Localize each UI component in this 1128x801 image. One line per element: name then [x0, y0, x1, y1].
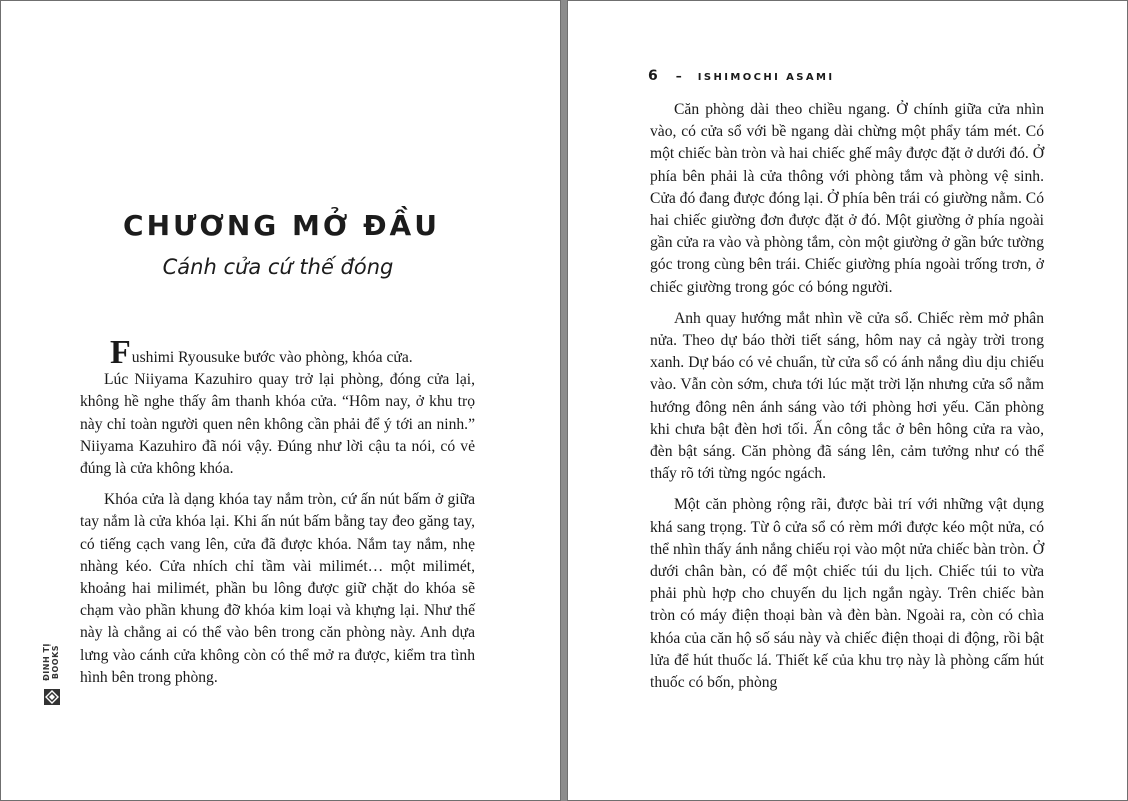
page-number: 6: [648, 68, 660, 84]
chapter-subtitle: Cánh cửa cứ thế đóng: [162, 255, 394, 279]
body-paragraph: Anh quay hướng mắt nhìn về cửa sổ. Chiếc rèm mở phân nửa. Theo dự báo thời tiết sáng, hôm nay cả ngày trời trong xanh. Dự báo có vẻ chuẩn, từ cửa sổ có ánh nắng dìu dịu chiếu vào. Vẫn còn sớm, chưa tới lúc mặt trời lặn nhưng cửa sổ nằm hướng đông nên ánh sáng vào tới phòng hơi yếu. Căn phòng khi chưa bật đèn hơi tối. Ấn công tắc ở bên hông cửa ra vào, đèn bật sáng. Căn phòng đã sáng lên, cảm tưởng như có thể thấy rõ tới từng ngóc ngách.: [650, 309, 1044, 483]
running-head: [648, 68, 834, 84]
left-body-text: [80, 334, 475, 698]
opening-paragraph: [80, 334, 475, 371]
body-paragraph: Lúc Niiyama Kazuhiro quay trở lại phòng, đóng cửa lại, không hề nghe thấy âm thanh khóa cửa. “Hôm nay, ở khu trọ này chỉ toàn người quen nên không cần phải để ý tới an ninh.” Niiyama Kazuhiro đã nói vậy. Đúng như lời cậu ta nói, có vẻ đúng là cửa không khóa.: [80, 371, 475, 478]
chapter-title: CHƯƠNG MỞ ĐẦU: [123, 209, 440, 242]
body-paragraph: Một căn phòng rộng rãi, được bài trí với những vật dụng khá sang trọng. Từ ô cửa sổ có rèm mới được kéo một nửa, có thể nhìn thấy ánh nắng chiếu rọi vào một nửa chiếc bàn tròn. Ở dưới chân bàn, có để một chiếc túi du lịch. Chiếc túi to vừa phải phù hợp cho chuyến du lịch ngắn ngày. Trên chiếc bàn tròn có máy điện thoại bàn và đèn bàn. Ngoài ra, còn có chìa khóa của căn hộ số sáu này và chiếc điện thoại di động, rồi bật lửa để hút thuốc lá. Thiết kế của khu trọ này là phòng cấm hút thuốc có bốn, phòng: [650, 496, 1044, 692]
body-paragraph: Khóa cửa là dạng khóa tay nắm tròn, cứ ấn nút bấm ở giữa tay nắm là cửa khóa lại. Khi ấn nút bấm bằng tay đeo găng tay, có tiếng cạch vang lên, cửa đã được khóa. Nắm tay nắm, nhẹ nhàng kéo. Cửa nhích chỉ tầm vài milimét… một milimét, khoảng hai milimét, phần bu lông được giữ chặt do khóa sẽ chạm vào phần khung đỡ khóa kim loại và khựng lại. Như thế này là chẳng ai có thể vào bên trong căn phòng này. Anh dựa lưng vào cánh cửa không còn có thể mở ra được, kiểm tra tình hình bên trong phòng.: [80, 491, 475, 686]
publisher-logo-icon: [44, 689, 60, 705]
right-body-text: [650, 99, 1044, 703]
running-head-separator: –: [675, 69, 684, 83]
publisher-name: ĐINH TỊ BOOKS: [42, 643, 60, 681]
publisher-mark: [41, 633, 63, 709]
author-name: ISHIMOCHI ASAMI: [697, 72, 835, 83]
body-paragraph: Căn phòng dài theo chiều ngang. Ở chính giữa cửa nhìn vào, có cửa sổ với bề ngang dài chừng một phẩy tám mét. Có một chiếc bàn tròn và hai chiếc ghế mây được đặt ở dưới đó. Ở phía bên phải là cửa thông với phòng tắm và phòng vệ sinh. Cửa đó đang được đóng lại. Ở phía bên trái có giường nằm. Có hai chiếc giường đơn được đặt ở đó. Một giường ở phía ngoài gần cửa ra vào và phòng tắm, còn một giường ở gần bức tường góc trong cùng bên trái. Chiếc giường phía ngoài trống trơn, ở chiếc giường trong góc có bóng người.: [650, 101, 1044, 296]
drop-cap: F: [110, 334, 131, 371]
opening-line: ushimi Ryousuke bước vào phòng, khóa cửa.: [131, 349, 413, 366]
